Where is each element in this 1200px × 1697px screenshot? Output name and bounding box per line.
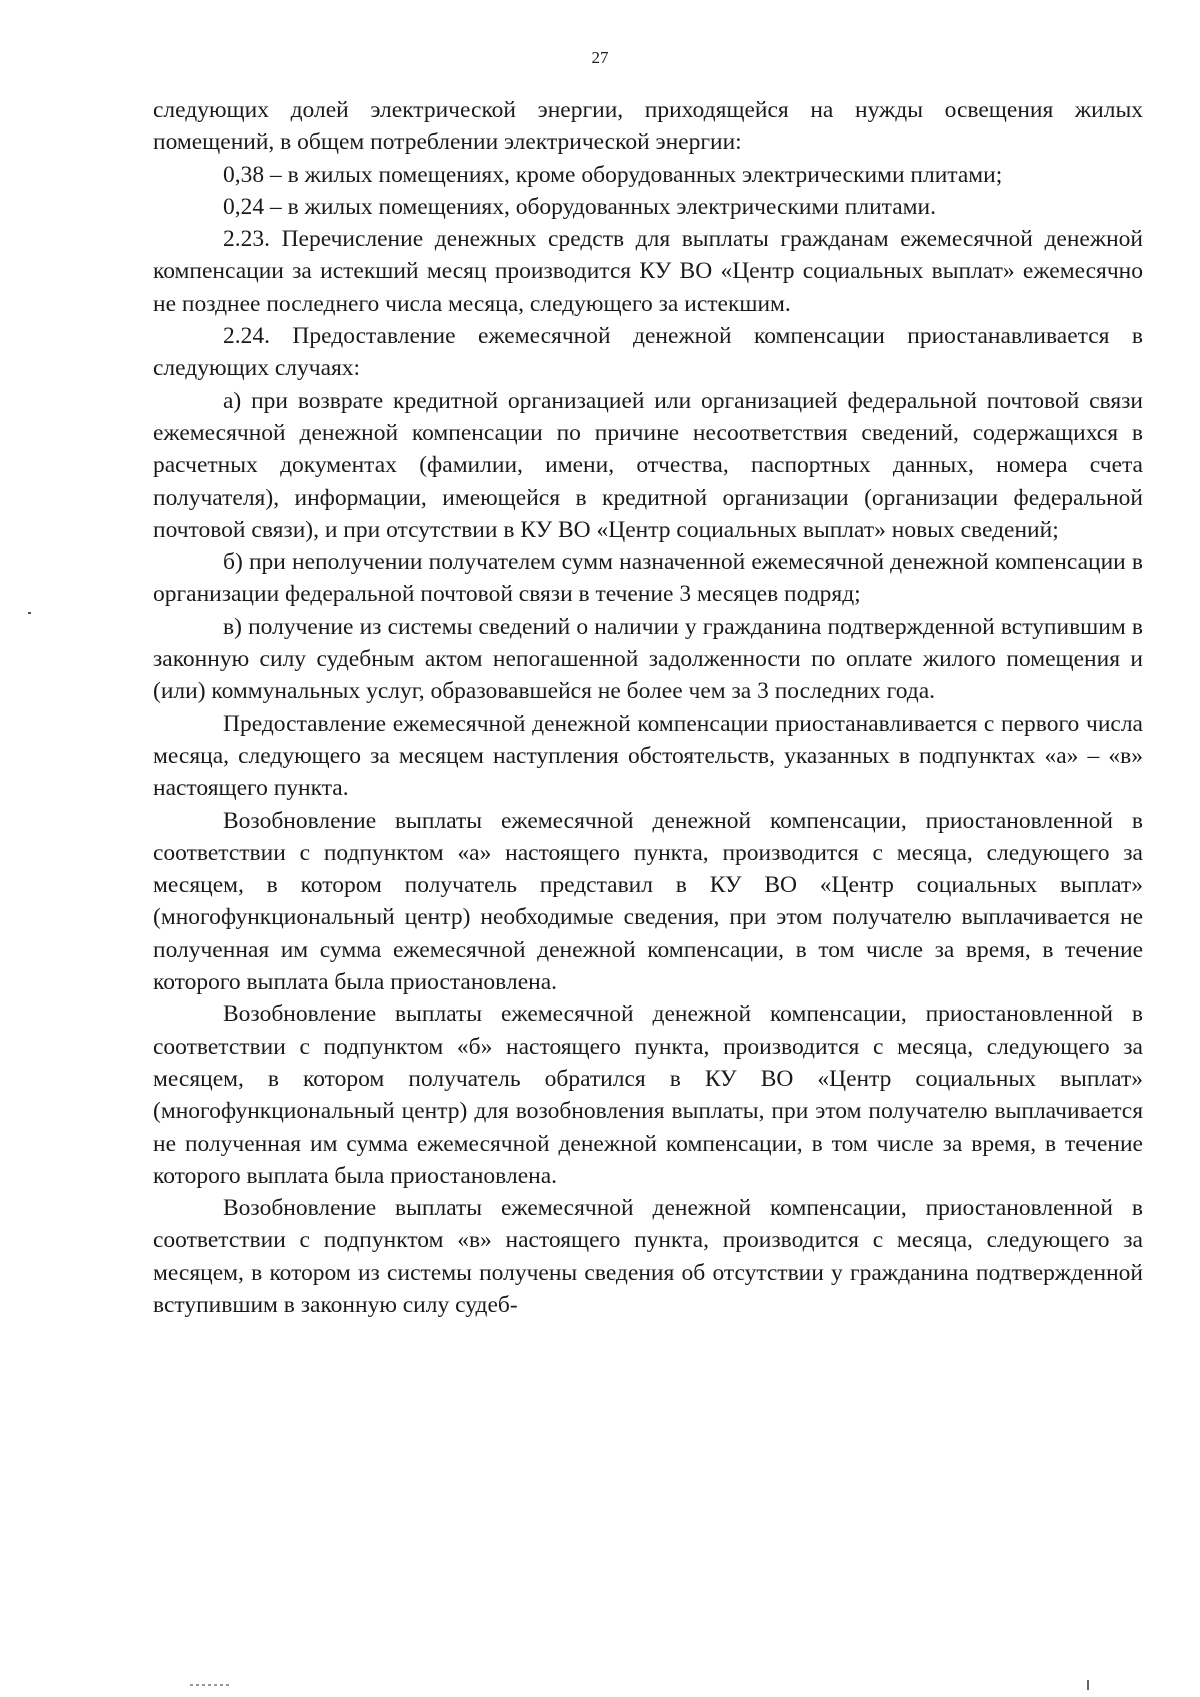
scan-artifact-bottom-left xyxy=(190,1684,230,1686)
paragraph-resumption-b: Возобновление выплаты ежемесячной денежной компенсации, приостановленной в соответствии с подпунктом «б» настоящего пункта, производится с месяца, следующего за месяцем, в котором получатель обратился в КУ ВО «Центр социальных выплат» (многофункциональный центр) для возобновления выплаты, при этом получателю выплачивается не полученная им сумма ежемесячной денежной компенсации, в том числе за время, в течение которого выплата была приостановлена. xyxy=(153,1001,1143,1189)
page-number: 27 xyxy=(591,48,609,67)
paragraph-subitem-v: в) получение из системы сведений о наличии у гражданина подтвержденной вступившим в законную силу судебным актом непогашенной задолженности по оплате жилого помещения и (или) коммунальных услуг, образовавшейся не более чем за 3 последних года. xyxy=(153,613,1143,705)
document-body xyxy=(153,94,1143,1321)
paragraph-subitem-b: б) при неполучении получателем сумм назначенной ежемесячной денежной компенсации в организации федеральной почтовой связи в течение 3 месяцев подряд; xyxy=(153,549,1143,608)
paragraph-resumption-a: Возобновление выплаты ежемесячной денежной компенсации, приостановленной в соответствии с подпунктом «а» настоящего пункта, производится с месяца, следующего за месяцем, в котором получатель представил в КУ ВО «Центр социальных выплат» (многофункциональный центр) необходимые сведения, при этом получателю выплачивается не полученная им сумма ежемесячной денежной компенсации, в том числе за время, в течение которого выплата была приостановлена. xyxy=(153,807,1143,996)
paragraph-suspension-start: Предоставление ежемесячной денежной компенсации приостанавливается с первого числа месяца, следующего за месяцем наступления обстоятельств, указанных в подпунктах «а» – «в» настоящего пункта. xyxy=(153,710,1143,802)
scan-speck xyxy=(28,612,31,614)
scan-artifact-bottom-right xyxy=(1087,1680,1089,1690)
paragraph-subitem-a: а) при возврате кредитной организацией или организацией федеральной почтовой связи ежемесячной денежной компенсации по причине несоответствия сведений, содержащихся в расчетных документах (фамилии, имени, отчества, паспортных данных, номера счета получателя), информации, имеющейся в кредитной организации (организации федеральной почтовой связи), и при отсутствии в КУ ВО «Центр социальных выплат» новых сведений; xyxy=(153,387,1143,543)
paragraph-resumption-v: Возобновление выплаты ежемесячной денежной компенсации, приостановленной в соответствии с подпунктом «в» настоящего пункта, производится с месяца, следующего за месяцем, в котором из системы получены сведения об отсутствии у гражданина подтвержденной вступившим в законную силу судеб- xyxy=(153,1195,1143,1318)
paragraph-clause-2-23: 2.23. Перечисление денежных средств для выплаты гражданам ежемесячной денежной компенсации за истекший месяц производится КУ ВО «Центр социальных выплат» ежемесячно не позднее последнего числа месяца, следующего за истекшим. xyxy=(153,226,1143,317)
paragraph-coefficient-024: 0,24 – в жилых помещениях, оборудованных электрическими плитами. xyxy=(223,193,936,220)
paragraph-coefficient-038: 0,38 – в жилых помещениях, кроме оборудованных электрическими плитами; xyxy=(223,161,1003,188)
paragraph-clause-2-24: 2.24. Предоставление ежемесячной денежной компенсации приостанавливается в следующих случаях: xyxy=(153,323,1143,382)
paragraph-continuation: следующих долей электрической энергии, приходящейся на нужды освещения жилых помещений, в общем потреблении электрической энергии: xyxy=(153,97,1143,156)
